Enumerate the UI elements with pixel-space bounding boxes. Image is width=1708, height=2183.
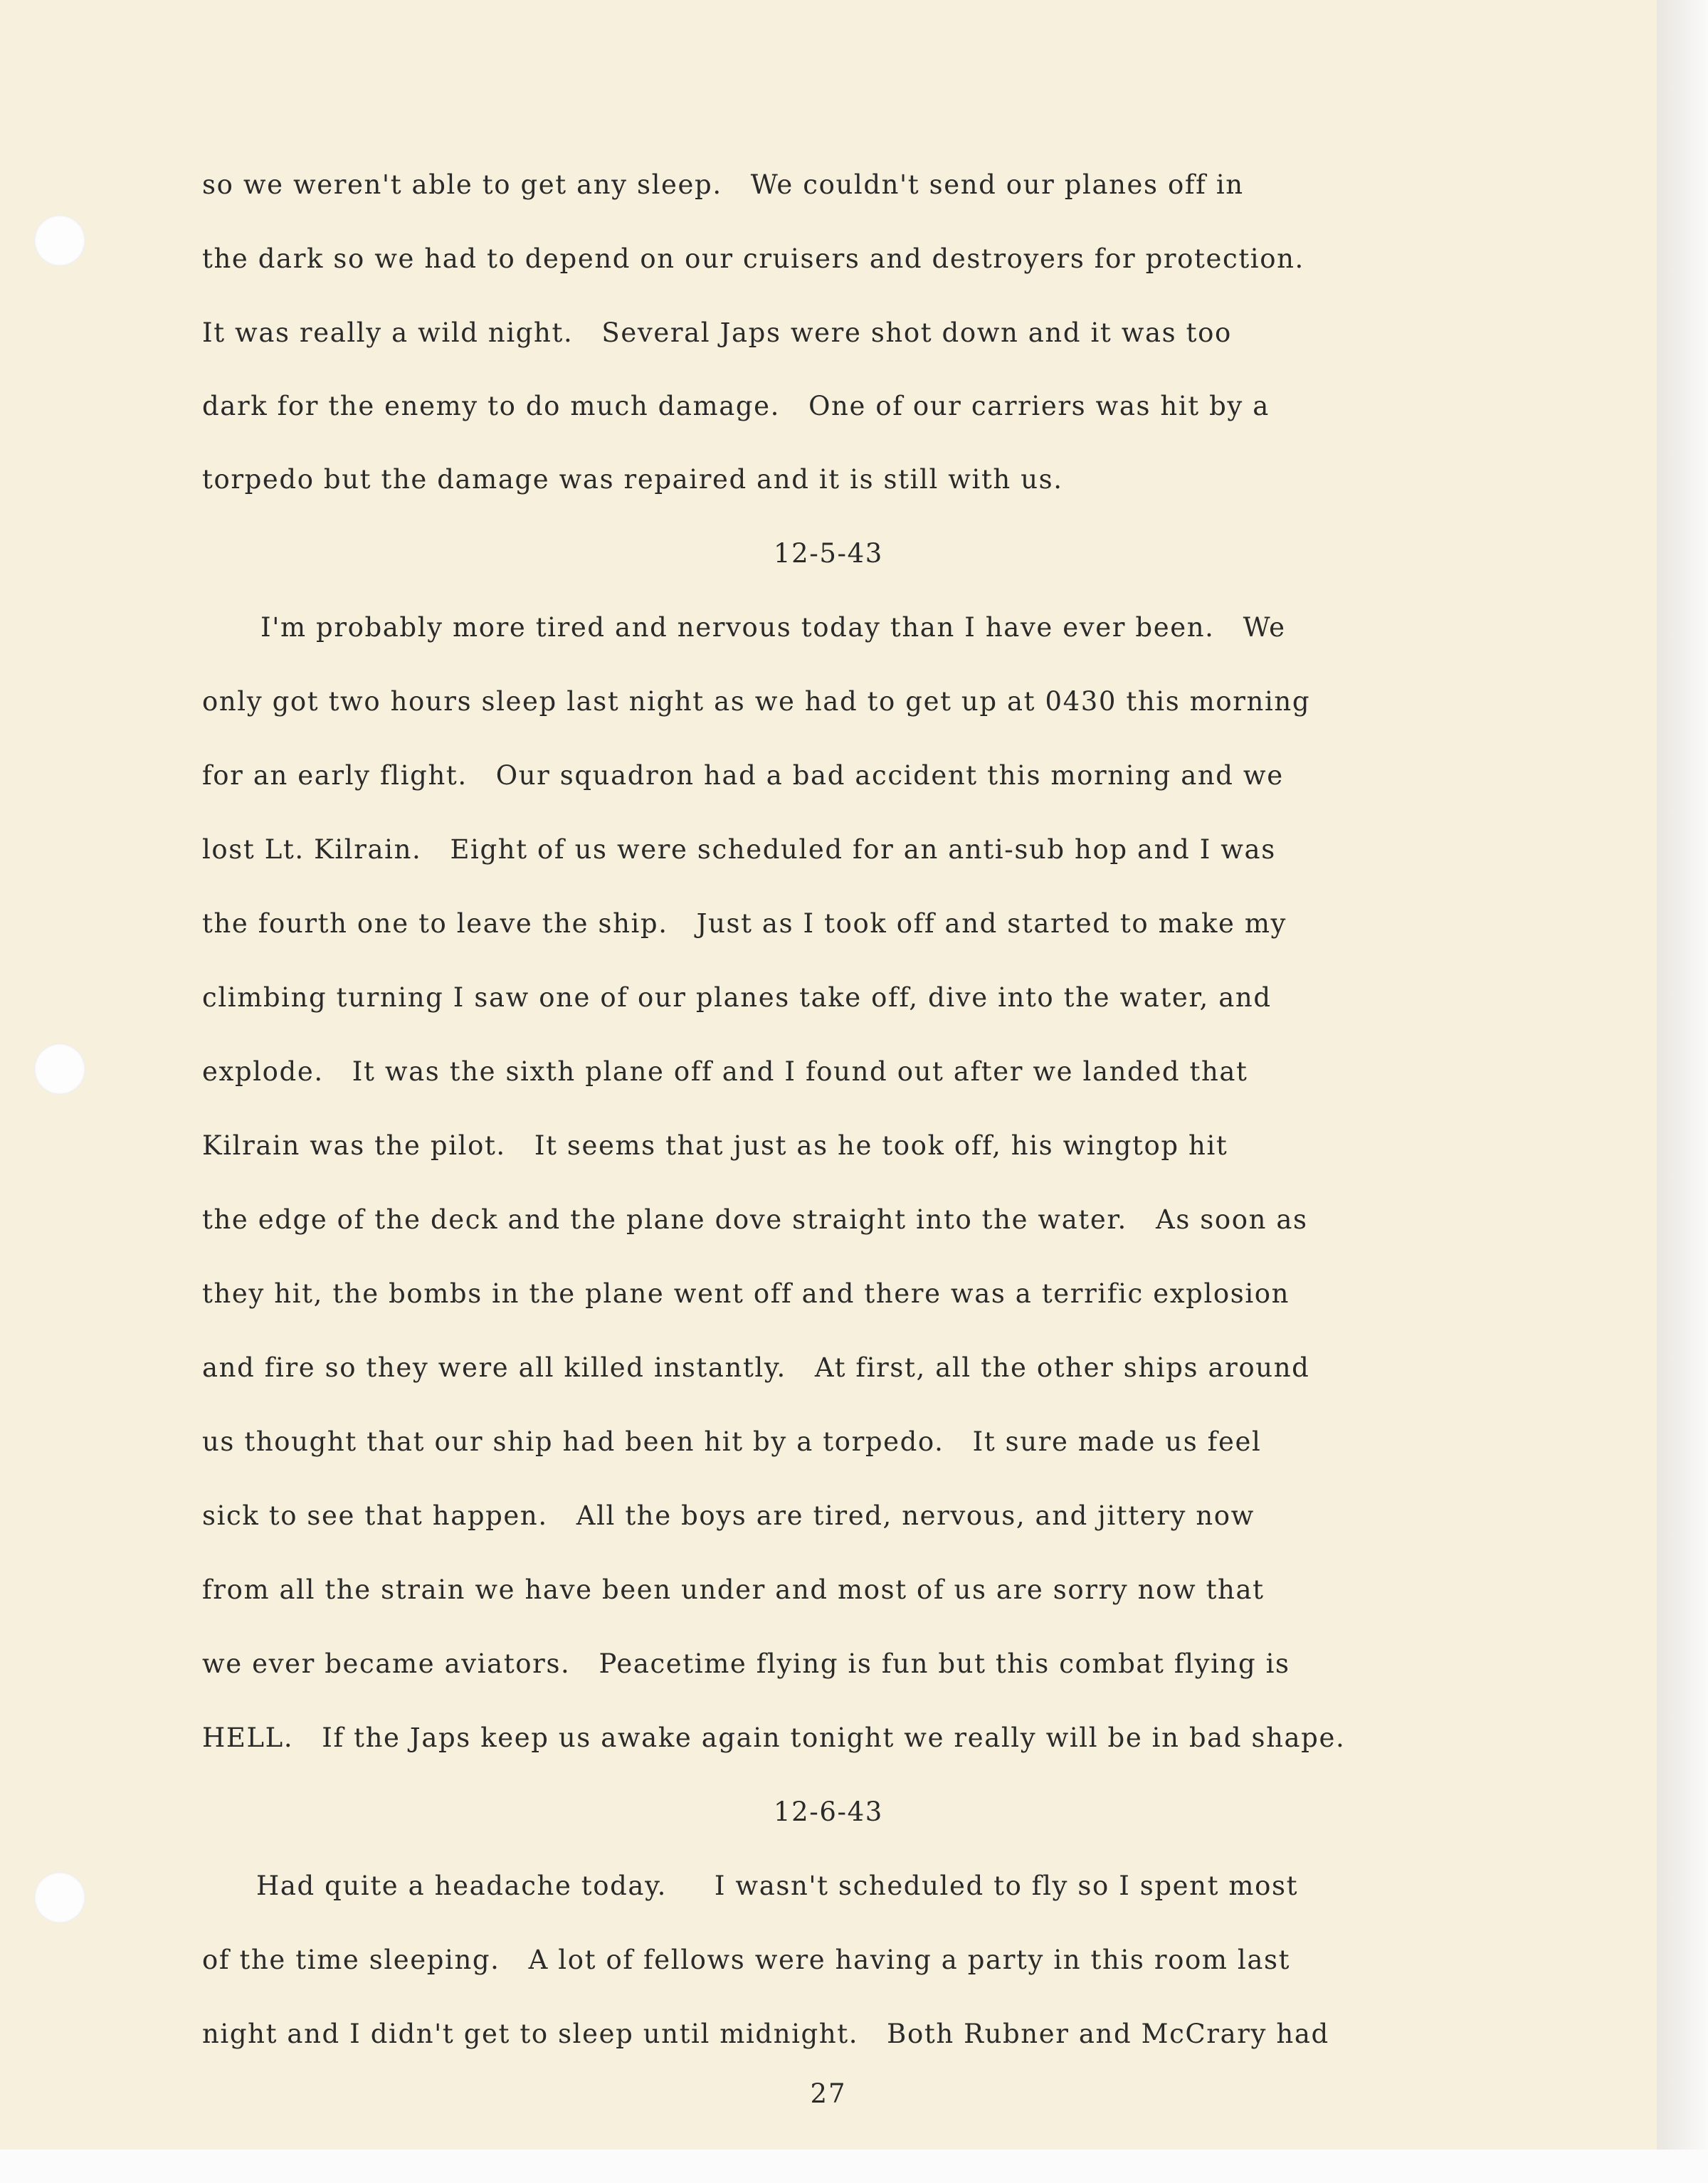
binder-hole-bottom	[34, 1872, 85, 1923]
text-line: of the time sleeping. A lot of fellows were having a party in this room last	[202, 1945, 1291, 1975]
text-line: the dark so we had to depend on our cruisers and destroyers for protection.	[202, 243, 1304, 274]
text-line: lost Lt. Kilrain. Eight of us were scheduled for an anti-sub hop and I was	[202, 834, 1276, 865]
text-line: I'm probably more tired and nervous today than I have ever been. We	[260, 612, 1286, 643]
entry-date: 12-5-43	[774, 538, 883, 569]
text-line: sick to see that happen. All the boys are tired, nervous, and jittery now	[202, 1500, 1255, 1531]
text-line: for an early flight. Our squadron had a bad accident this morning and we	[202, 760, 1284, 791]
text-line: and fire so they were all killed instantly. At first, all the other ships around	[202, 1352, 1310, 1383]
page-number: 27	[810, 2078, 847, 2109]
text-line: we ever became aviators. Peacetime flying is fun but this combat flying is	[202, 1648, 1290, 1679]
text-line: torpedo but the damage was repaired and it is still with us.	[202, 464, 1063, 495]
text-line: so we weren't able to get any sleep. We couldn't send our planes off in	[202, 169, 1244, 200]
text-line: from all the strain we have been under and most of us are sorry now that	[202, 1574, 1265, 1605]
text-line: the edge of the deck and the plane dove straight into the water. As soon as	[202, 1204, 1308, 1235]
text-line: the fourth one to leave the ship. Just as I took off and started to make my	[202, 908, 1287, 939]
text-line: Had quite a headache today. I wasn't scheduled to fly so I spent most	[256, 1871, 1299, 1901]
entry-date: 12-6-43	[774, 1797, 883, 1827]
binder-hole-top	[34, 215, 85, 266]
page-bottom-margin	[0, 2150, 1708, 2183]
page-shadow	[1657, 0, 1708, 2183]
text-line: they hit, the bombs in the plane went off and there was a terrific explosion	[202, 1278, 1290, 1309]
text-line: explode. It was the sixth plane off and I found out after we landed that	[202, 1056, 1248, 1087]
text-line: HELL. If the Japs keep us awake again tonight we really will be in bad shape.	[202, 1722, 1346, 1753]
text-line: Kilrain was the pilot. It seems that just as he took off, his wingtop hit	[202, 1130, 1228, 1161]
binder-hole-middle	[34, 1043, 85, 1095]
text-line: dark for the enemy to do much damage. One of our carriers was hit by a	[202, 391, 1270, 421]
text-line: us thought that our ship had been hit by a torpedo. It sure made us feel	[202, 1426, 1262, 1457]
text-line: only got two hours sleep last night as we had to get up at 0430 this morning	[202, 686, 1311, 717]
text-line: night and I didn't get to sleep until midnight. Both Rubner and McCrary had	[202, 2019, 1329, 2049]
text-line: It was really a wild night. Several Japs were shot down and it was too	[202, 317, 1232, 348]
text-line: climbing turning I saw one of our planes take off, dive into the water, and	[202, 982, 1272, 1013]
